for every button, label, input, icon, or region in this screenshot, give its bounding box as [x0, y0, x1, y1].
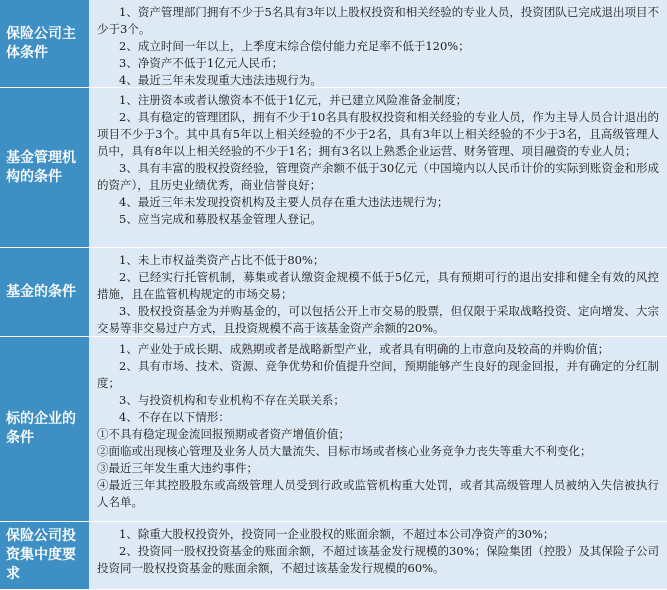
row-label-concentration-requirements: 保险公司投资集中度要求: [0, 522, 89, 590]
condition-line: 3、具有丰富的股权投资经验，管理资产余额不低于30亿元（中国境内以人民币计价的实际到账资金和形成的资产），且历史业绩优秀，商业信誉良好；: [97, 161, 659, 192]
row-content-insurer-conditions: [89, 0, 667, 88]
condition-sub-line: ③最近三年发生重大违约事件；: [97, 461, 258, 475]
condition-line: 1、未上市权益类资产占比不低于80%；: [119, 253, 325, 267]
condition-line: 5、应当完成和募股权基金管理人登记。: [119, 212, 322, 226]
row-content-fund-conditions: [89, 248, 667, 337]
row-label-insurer-conditions: 保险公司主体条件: [0, 0, 89, 88]
condition-line: 4、最近三年未发现重大违法违规行为。: [119, 73, 322, 87]
row-content-concentration-requirements: [89, 522, 667, 590]
condition-sub-line: ④最近三年其控股股东或高级管理人员受到行政或监管机构重大处罚，或者其高级管理人员被纳入失信被执行人名单。: [97, 478, 659, 509]
condition-line: 4、最近三年未发现投资机构及主要人员存在重大违法违规行为；: [119, 195, 449, 209]
condition-line: 2、投资同一股权投资基金的账面余额，不超过该基金发行规模的30%；保险集团（控股）及其保险子公司投资同一股权投资基金的账面余额，不超过该基金发行规模的60%。: [97, 544, 659, 575]
condition-line: 3、股权投资基金为并购基金的，可以包括公开上市交易的股票，但仅限于采取战略投资、定向增发、大宗交易等非交易过户方式，且投资规模不高于该基金资产余额的20%。: [97, 304, 659, 335]
condition-line: 3、净资产不低于1亿元人民币；: [119, 56, 284, 70]
condition-line: 4、不存在以下情形：: [119, 410, 230, 424]
condition-sub-line: ②面临或出现核心管理及业务人员大量流失、目标市场或者核心业务竞争力丧失等重大不利变化；: [97, 444, 592, 458]
condition-line: 2、成立时间一年以上，上季度末综合偿付能力充足率不低于120%；: [119, 39, 470, 53]
row-content-target-company-conditions: [89, 337, 667, 522]
condition-line: 1、注册资本或者认缴资本不低于1亿元，并已建立风险准备金制度；: [119, 93, 468, 107]
condition-line: 2、已经实行托管机制，募集或者认缴资金规模不低于5亿元，具有预期可行的退出安排和健全有效的风控措施，且在监管机构规定的市场交易；: [97, 270, 659, 301]
condition-line: 2、具有市场、技术、资源、竞争优势和价值提升空间，预期能够产生良好的现金回报，并有确定的分红制度；: [97, 359, 659, 390]
row-label-fund-manager-conditions: 基金管理机构的条件: [0, 88, 89, 248]
condition-sub-line: ①不具有稳定现金流回报预期或者资产增值价值；: [97, 427, 350, 441]
condition-line: 3、与投资机构和专业机构不存在关联关系；: [119, 393, 345, 407]
condition-line: 1、资产管理部门拥有不少于5名具有3年以上股权投资和相关经验的专业人员，投资团队已完成退出项目不少于3个。: [97, 5, 659, 36]
row-label-fund-conditions: 基金的条件: [0, 248, 89, 337]
condition-line: 1、除重大股权投资外，投资同一企业股权的账面余额，不超过本公司净资产的30%；: [119, 527, 555, 541]
row-label-target-company-conditions: 标的企业的条件: [0, 337, 89, 522]
condition-line: 2、具有稳定的管理团队，拥有不少于10名具有股权投资和相关经验的专业人员，作为主导人员合计退出的项目不少于3个。其中具有5年以上相关经验的不少于2名，具有3年以上相关经验的不少于3名，且高级管理人员中，具有8年以上相关经验的不少于1名；拥有3名以上熟悉企业运营、财务管理、项目融资的专业人员；: [97, 110, 659, 158]
condition-line: 1、产业处于成长期、成熟期或者是战略新型产业，或者具有明确的上市意向及较高的并购价值；: [119, 342, 610, 356]
row-content-fund-manager-conditions: [89, 88, 667, 248]
